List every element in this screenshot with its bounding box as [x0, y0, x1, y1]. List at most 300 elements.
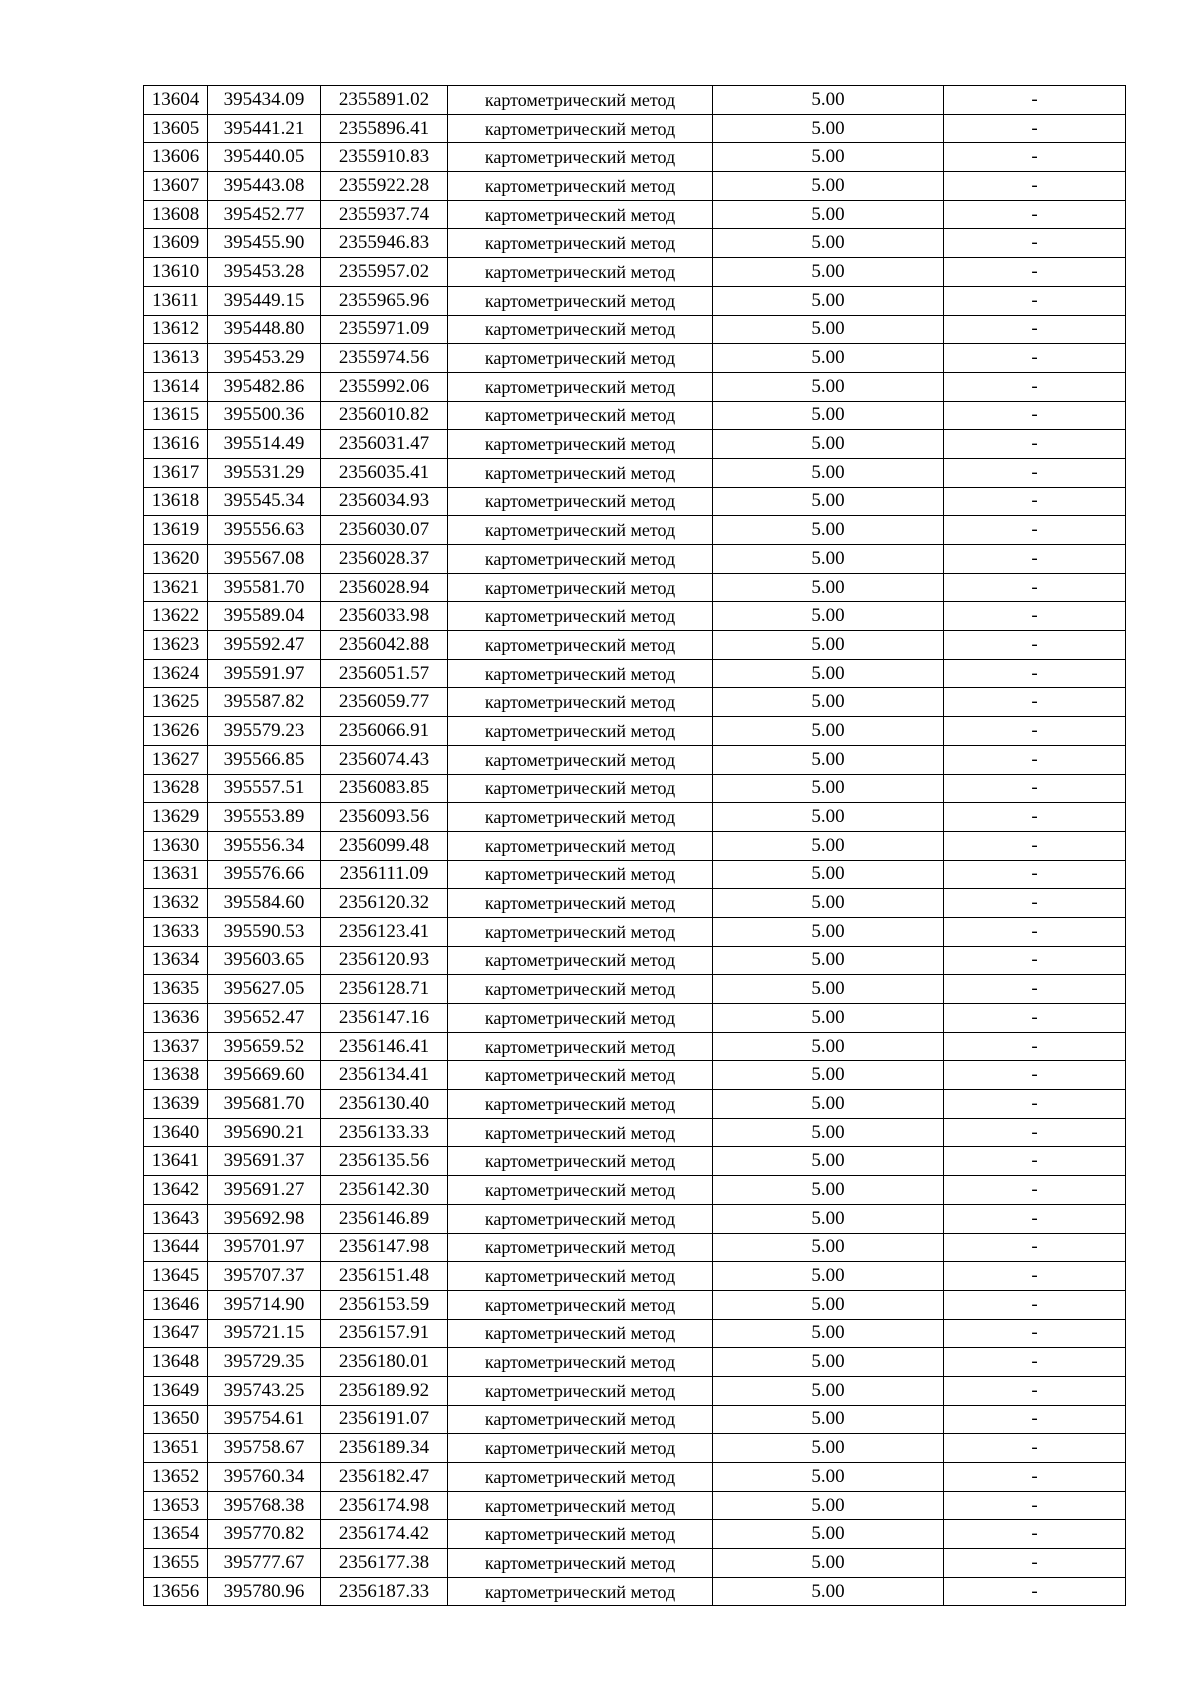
- x-coordinate-cell: 395770.82: [208, 1520, 321, 1549]
- description-cell: -: [944, 975, 1126, 1004]
- method-cell: картометрический метод: [448, 774, 713, 803]
- x-coordinate-cell: 395691.27: [208, 1176, 321, 1205]
- accuracy-cell: 5.00: [713, 688, 944, 717]
- description-cell: -: [944, 315, 1126, 344]
- point-number-cell: 13628: [144, 774, 208, 803]
- accuracy-cell: 5.00: [713, 1262, 944, 1291]
- method-cell: картометрический метод: [448, 487, 713, 516]
- accuracy-cell: 5.00: [713, 1176, 944, 1205]
- point-number-cell: 13654: [144, 1520, 208, 1549]
- x-coordinate-cell: 395584.60: [208, 889, 321, 918]
- x-coordinate-cell: 395743.25: [208, 1376, 321, 1405]
- description-cell: -: [944, 631, 1126, 660]
- description-cell: -: [944, 114, 1126, 143]
- y-coordinate-cell: 2356146.89: [321, 1204, 448, 1233]
- method-cell: картометрический метод: [448, 1147, 713, 1176]
- accuracy-cell: 5.00: [713, 1463, 944, 1492]
- point-number-cell: 13606: [144, 143, 208, 172]
- point-number-cell: 13616: [144, 430, 208, 459]
- y-coordinate-cell: 2356123.41: [321, 917, 448, 946]
- accuracy-cell: 5.00: [713, 1348, 944, 1377]
- accuracy-cell: 5.00: [713, 659, 944, 688]
- description-cell: -: [944, 1577, 1126, 1606]
- y-coordinate-cell: 2356083.85: [321, 774, 448, 803]
- x-coordinate-cell: 395576.66: [208, 860, 321, 889]
- y-coordinate-cell: 2356147.98: [321, 1233, 448, 1262]
- table-row: [144, 803, 1126, 832]
- y-coordinate-cell: 2356099.48: [321, 831, 448, 860]
- table-row: [144, 200, 1126, 229]
- description-cell: -: [944, 917, 1126, 946]
- x-coordinate-cell: 395566.85: [208, 745, 321, 774]
- y-coordinate-cell: 2356177.38: [321, 1549, 448, 1578]
- accuracy-cell: 5.00: [713, 545, 944, 574]
- y-coordinate-cell: 2356187.33: [321, 1577, 448, 1606]
- y-coordinate-cell: 2355971.09: [321, 315, 448, 344]
- y-coordinate-cell: 2356153.59: [321, 1290, 448, 1319]
- method-cell: картометрический метод: [448, 1348, 713, 1377]
- table-row: [144, 946, 1126, 975]
- description-cell: -: [944, 659, 1126, 688]
- table-row: [144, 573, 1126, 602]
- y-coordinate-cell: 2355957.02: [321, 258, 448, 287]
- x-coordinate-cell: 395603.65: [208, 946, 321, 975]
- method-cell: картометрический метод: [448, 458, 713, 487]
- method-cell: картометрический метод: [448, 1319, 713, 1348]
- point-number-cell: 13604: [144, 86, 208, 115]
- accuracy-cell: 5.00: [713, 975, 944, 1004]
- y-coordinate-cell: 2356035.41: [321, 458, 448, 487]
- x-coordinate-cell: 395729.35: [208, 1348, 321, 1377]
- method-cell: картометрический метод: [448, 1061, 713, 1090]
- description-cell: -: [944, 200, 1126, 229]
- description-cell: -: [944, 1491, 1126, 1520]
- x-coordinate-cell: 395627.05: [208, 975, 321, 1004]
- point-number-cell: 13607: [144, 172, 208, 201]
- accuracy-cell: 5.00: [713, 1376, 944, 1405]
- point-number-cell: 13647: [144, 1319, 208, 1348]
- table-row: [144, 1520, 1126, 1549]
- accuracy-cell: 5.00: [713, 172, 944, 201]
- y-coordinate-cell: 2356157.91: [321, 1319, 448, 1348]
- table-row: [144, 1434, 1126, 1463]
- method-cell: картометрический метод: [448, 86, 713, 115]
- y-coordinate-cell: 2356135.56: [321, 1147, 448, 1176]
- y-coordinate-cell: 2356146.41: [321, 1032, 448, 1061]
- table-row: [144, 1262, 1126, 1291]
- method-cell: картометрический метод: [448, 200, 713, 229]
- table-row: [144, 1176, 1126, 1205]
- description-cell: -: [944, 1032, 1126, 1061]
- method-cell: картометрический метод: [448, 1405, 713, 1434]
- method-cell: картометрический метод: [448, 1376, 713, 1405]
- description-cell: -: [944, 602, 1126, 631]
- point-number-cell: 13619: [144, 516, 208, 545]
- description-cell: -: [944, 545, 1126, 574]
- accuracy-cell: 5.00: [713, 917, 944, 946]
- method-cell: картометрический метод: [448, 516, 713, 545]
- method-cell: картометрический метод: [448, 573, 713, 602]
- x-coordinate-cell: 395659.52: [208, 1032, 321, 1061]
- coordinates-table-body: [144, 86, 1126, 1606]
- table-row: [144, 1491, 1126, 1520]
- method-cell: картометрический метод: [448, 745, 713, 774]
- y-coordinate-cell: 2355891.02: [321, 86, 448, 115]
- y-coordinate-cell: 2355965.96: [321, 286, 448, 315]
- accuracy-cell: 5.00: [713, 1061, 944, 1090]
- point-number-cell: 13621: [144, 573, 208, 602]
- x-coordinate-cell: 395455.90: [208, 229, 321, 258]
- accuracy-cell: 5.00: [713, 458, 944, 487]
- description-cell: -: [944, 516, 1126, 545]
- accuracy-cell: 5.00: [713, 602, 944, 631]
- point-number-cell: 13612: [144, 315, 208, 344]
- accuracy-cell: 5.00: [713, 258, 944, 287]
- description-cell: -: [944, 229, 1126, 258]
- point-number-cell: 13645: [144, 1262, 208, 1291]
- table-row: [144, 1118, 1126, 1147]
- method-cell: картометрический метод: [448, 545, 713, 574]
- table-row: [144, 1549, 1126, 1578]
- description-cell: -: [944, 1262, 1126, 1291]
- accuracy-cell: 5.00: [713, 745, 944, 774]
- x-coordinate-cell: 395531.29: [208, 458, 321, 487]
- method-cell: картометрический метод: [448, 889, 713, 918]
- accuracy-cell: 5.00: [713, 573, 944, 602]
- table-row: [144, 372, 1126, 401]
- table-row: [144, 401, 1126, 430]
- method-cell: картометрический метод: [448, 1262, 713, 1291]
- table-row: [144, 1090, 1126, 1119]
- table-row: [144, 745, 1126, 774]
- x-coordinate-cell: 395780.96: [208, 1577, 321, 1606]
- method-cell: картометрический метод: [448, 315, 713, 344]
- method-cell: картометрический метод: [448, 717, 713, 746]
- table-row: [144, 458, 1126, 487]
- accuracy-cell: 5.00: [713, 803, 944, 832]
- description-cell: -: [944, 745, 1126, 774]
- table-row: [144, 258, 1126, 287]
- accuracy-cell: 5.00: [713, 315, 944, 344]
- x-coordinate-cell: 395581.70: [208, 573, 321, 602]
- description-cell: -: [944, 1090, 1126, 1119]
- y-coordinate-cell: 2356042.88: [321, 631, 448, 660]
- method-cell: картометрический метод: [448, 172, 713, 201]
- table-row: [144, 1463, 1126, 1492]
- point-number-cell: 13644: [144, 1233, 208, 1262]
- method-cell: картометрический метод: [448, 258, 713, 287]
- x-coordinate-cell: 395592.47: [208, 631, 321, 660]
- point-number-cell: 13614: [144, 372, 208, 401]
- description-cell: -: [944, 1233, 1126, 1262]
- y-coordinate-cell: 2356074.43: [321, 745, 448, 774]
- description-cell: -: [944, 1463, 1126, 1492]
- table-row: [144, 1147, 1126, 1176]
- accuracy-cell: 5.00: [713, 401, 944, 430]
- point-number-cell: 13609: [144, 229, 208, 258]
- x-coordinate-cell: 395453.29: [208, 344, 321, 373]
- y-coordinate-cell: 2356128.71: [321, 975, 448, 1004]
- y-coordinate-cell: 2356134.41: [321, 1061, 448, 1090]
- x-coordinate-cell: 395701.97: [208, 1233, 321, 1262]
- point-number-cell: 13649: [144, 1376, 208, 1405]
- y-coordinate-cell: 2356051.57: [321, 659, 448, 688]
- point-number-cell: 13642: [144, 1176, 208, 1205]
- point-number-cell: 13608: [144, 200, 208, 229]
- method-cell: картометрический метод: [448, 1004, 713, 1033]
- x-coordinate-cell: 395579.23: [208, 717, 321, 746]
- y-coordinate-cell: 2356120.32: [321, 889, 448, 918]
- point-number-cell: 13605: [144, 114, 208, 143]
- description-cell: -: [944, 1118, 1126, 1147]
- method-cell: картометрический метод: [448, 803, 713, 832]
- table-row: [144, 545, 1126, 574]
- table-row: [144, 86, 1126, 115]
- method-cell: картометрический метод: [448, 602, 713, 631]
- y-coordinate-cell: 2356142.30: [321, 1176, 448, 1205]
- table-row: [144, 1204, 1126, 1233]
- point-number-cell: 13617: [144, 458, 208, 487]
- description-cell: -: [944, 1290, 1126, 1319]
- method-cell: картометрический метод: [448, 1463, 713, 1492]
- method-cell: картометрический метод: [448, 831, 713, 860]
- table-row: [144, 975, 1126, 1004]
- description-cell: -: [944, 172, 1126, 201]
- point-number-cell: 13611: [144, 286, 208, 315]
- table-row: [144, 1004, 1126, 1033]
- point-number-cell: 13622: [144, 602, 208, 631]
- method-cell: картометрический метод: [448, 860, 713, 889]
- method-cell: картометрический метод: [448, 975, 713, 1004]
- point-number-cell: 13613: [144, 344, 208, 373]
- table-row: [144, 1290, 1126, 1319]
- y-coordinate-cell: 2356151.48: [321, 1262, 448, 1291]
- method-cell: картометрический метод: [448, 688, 713, 717]
- method-cell: картометрический метод: [448, 1118, 713, 1147]
- x-coordinate-cell: 395758.67: [208, 1434, 321, 1463]
- y-coordinate-cell: 2356111.09: [321, 860, 448, 889]
- accuracy-cell: 5.00: [713, 1204, 944, 1233]
- method-cell: картометрический метод: [448, 1577, 713, 1606]
- x-coordinate-cell: 395754.61: [208, 1405, 321, 1434]
- table-row: [144, 172, 1126, 201]
- y-coordinate-cell: 2356191.07: [321, 1405, 448, 1434]
- method-cell: картометрический метод: [448, 1233, 713, 1262]
- point-number-cell: 13634: [144, 946, 208, 975]
- description-cell: -: [944, 1434, 1126, 1463]
- method-cell: картометрический метод: [448, 659, 713, 688]
- accuracy-cell: 5.00: [713, 1090, 944, 1119]
- accuracy-cell: 5.00: [713, 1032, 944, 1061]
- method-cell: картометрический метод: [448, 1032, 713, 1061]
- description-cell: -: [944, 889, 1126, 918]
- point-number-cell: 13651: [144, 1434, 208, 1463]
- point-number-cell: 13618: [144, 487, 208, 516]
- method-cell: картометрический метод: [448, 1176, 713, 1205]
- accuracy-cell: 5.00: [713, 1577, 944, 1606]
- method-cell: картометрический метод: [448, 143, 713, 172]
- x-coordinate-cell: 395441.21: [208, 114, 321, 143]
- table-row: [144, 631, 1126, 660]
- x-coordinate-cell: 395591.97: [208, 659, 321, 688]
- x-coordinate-cell: 395553.89: [208, 803, 321, 832]
- accuracy-cell: 5.00: [713, 946, 944, 975]
- x-coordinate-cell: 395567.08: [208, 545, 321, 574]
- x-coordinate-cell: 395707.37: [208, 1262, 321, 1291]
- table-row: [144, 1405, 1126, 1434]
- x-coordinate-cell: 395652.47: [208, 1004, 321, 1033]
- y-coordinate-cell: 2356120.93: [321, 946, 448, 975]
- point-number-cell: 13631: [144, 860, 208, 889]
- point-number-cell: 13655: [144, 1549, 208, 1578]
- y-coordinate-cell: 2356030.07: [321, 516, 448, 545]
- x-coordinate-cell: 395514.49: [208, 430, 321, 459]
- x-coordinate-cell: 395587.82: [208, 688, 321, 717]
- point-number-cell: 13623: [144, 631, 208, 660]
- y-coordinate-cell: 2355910.83: [321, 143, 448, 172]
- table-row: [144, 688, 1126, 717]
- method-cell: картометрический метод: [448, 1204, 713, 1233]
- description-cell: -: [944, 1004, 1126, 1033]
- accuracy-cell: 5.00: [713, 774, 944, 803]
- x-coordinate-cell: 395545.34: [208, 487, 321, 516]
- point-number-cell: 13625: [144, 688, 208, 717]
- method-cell: картометрический метод: [448, 286, 713, 315]
- description-cell: -: [944, 430, 1126, 459]
- description-cell: -: [944, 1176, 1126, 1205]
- method-cell: картометрический метод: [448, 114, 713, 143]
- accuracy-cell: 5.00: [713, 1405, 944, 1434]
- point-number-cell: 13630: [144, 831, 208, 860]
- y-coordinate-cell: 2356174.98: [321, 1491, 448, 1520]
- table-row: [144, 487, 1126, 516]
- x-coordinate-cell: 395452.77: [208, 200, 321, 229]
- description-cell: -: [944, 774, 1126, 803]
- accuracy-cell: 5.00: [713, 487, 944, 516]
- table-row: [144, 1348, 1126, 1377]
- accuracy-cell: 5.00: [713, 229, 944, 258]
- y-coordinate-cell: 2356059.77: [321, 688, 448, 717]
- point-number-cell: 13633: [144, 917, 208, 946]
- description-cell: -: [944, 717, 1126, 746]
- x-coordinate-cell: 395691.37: [208, 1147, 321, 1176]
- description-cell: -: [944, 831, 1126, 860]
- point-number-cell: 13636: [144, 1004, 208, 1033]
- y-coordinate-cell: 2355992.06: [321, 372, 448, 401]
- method-cell: картометрический метод: [448, 1491, 713, 1520]
- accuracy-cell: 5.00: [713, 430, 944, 459]
- point-number-cell: 13627: [144, 745, 208, 774]
- y-coordinate-cell: 2356130.40: [321, 1090, 448, 1119]
- y-coordinate-cell: 2356010.82: [321, 401, 448, 430]
- description-cell: -: [944, 688, 1126, 717]
- accuracy-cell: 5.00: [713, 717, 944, 746]
- x-coordinate-cell: 395589.04: [208, 602, 321, 631]
- x-coordinate-cell: 395714.90: [208, 1290, 321, 1319]
- table-row: [144, 1577, 1126, 1606]
- accuracy-cell: 5.00: [713, 143, 944, 172]
- y-coordinate-cell: 2356174.42: [321, 1520, 448, 1549]
- coordinates-table: [143, 85, 1126, 1606]
- description-cell: -: [944, 1204, 1126, 1233]
- method-cell: картометрический метод: [448, 372, 713, 401]
- table-row: [144, 774, 1126, 803]
- table-row: [144, 1061, 1126, 1090]
- x-coordinate-cell: 395590.53: [208, 917, 321, 946]
- point-number-cell: 13626: [144, 717, 208, 746]
- table-row: [144, 889, 1126, 918]
- point-number-cell: 13640: [144, 1118, 208, 1147]
- x-coordinate-cell: 395556.34: [208, 831, 321, 860]
- x-coordinate-cell: 395482.86: [208, 372, 321, 401]
- point-number-cell: 13620: [144, 545, 208, 574]
- description-cell: -: [944, 487, 1126, 516]
- x-coordinate-cell: 395440.05: [208, 143, 321, 172]
- description-cell: -: [944, 1147, 1126, 1176]
- table-row: [144, 917, 1126, 946]
- x-coordinate-cell: 395453.28: [208, 258, 321, 287]
- accuracy-cell: 5.00: [713, 200, 944, 229]
- point-number-cell: 13629: [144, 803, 208, 832]
- accuracy-cell: 5.00: [713, 344, 944, 373]
- table-row: [144, 831, 1126, 860]
- y-coordinate-cell: 2356034.93: [321, 487, 448, 516]
- y-coordinate-cell: 2356180.01: [321, 1348, 448, 1377]
- table-row: [144, 114, 1126, 143]
- table-row: [144, 1376, 1126, 1405]
- y-coordinate-cell: 2356189.34: [321, 1434, 448, 1463]
- table-row: [144, 1319, 1126, 1348]
- table-row: [144, 344, 1126, 373]
- x-coordinate-cell: 395448.80: [208, 315, 321, 344]
- table-row: [144, 602, 1126, 631]
- y-coordinate-cell: 2356093.56: [321, 803, 448, 832]
- description-cell: -: [944, 803, 1126, 832]
- y-coordinate-cell: 2356028.94: [321, 573, 448, 602]
- description-cell: -: [944, 946, 1126, 975]
- accuracy-cell: 5.00: [713, 114, 944, 143]
- y-coordinate-cell: 2356028.37: [321, 545, 448, 574]
- accuracy-cell: 5.00: [713, 1520, 944, 1549]
- x-coordinate-cell: 395721.15: [208, 1319, 321, 1348]
- x-coordinate-cell: 395500.36: [208, 401, 321, 430]
- table-row: [144, 229, 1126, 258]
- description-cell: -: [944, 1549, 1126, 1578]
- accuracy-cell: 5.00: [713, 1491, 944, 1520]
- point-number-cell: 13648: [144, 1348, 208, 1377]
- accuracy-cell: 5.00: [713, 860, 944, 889]
- point-number-cell: 13641: [144, 1147, 208, 1176]
- y-coordinate-cell: 2356033.98: [321, 602, 448, 631]
- accuracy-cell: 5.00: [713, 1004, 944, 1033]
- point-number-cell: 13624: [144, 659, 208, 688]
- method-cell: картометрический метод: [448, 229, 713, 258]
- method-cell: картометрический метод: [448, 1090, 713, 1119]
- point-number-cell: 13637: [144, 1032, 208, 1061]
- accuracy-cell: 5.00: [713, 1147, 944, 1176]
- method-cell: картометрический метод: [448, 430, 713, 459]
- description-cell: -: [944, 86, 1126, 115]
- table-row: [144, 717, 1126, 746]
- description-cell: -: [944, 143, 1126, 172]
- table-row: [144, 1032, 1126, 1061]
- point-number-cell: 13639: [144, 1090, 208, 1119]
- description-cell: -: [944, 1405, 1126, 1434]
- table-row: [144, 516, 1126, 545]
- point-number-cell: 13656: [144, 1577, 208, 1606]
- x-coordinate-cell: 395556.63: [208, 516, 321, 545]
- table-row: [144, 1233, 1126, 1262]
